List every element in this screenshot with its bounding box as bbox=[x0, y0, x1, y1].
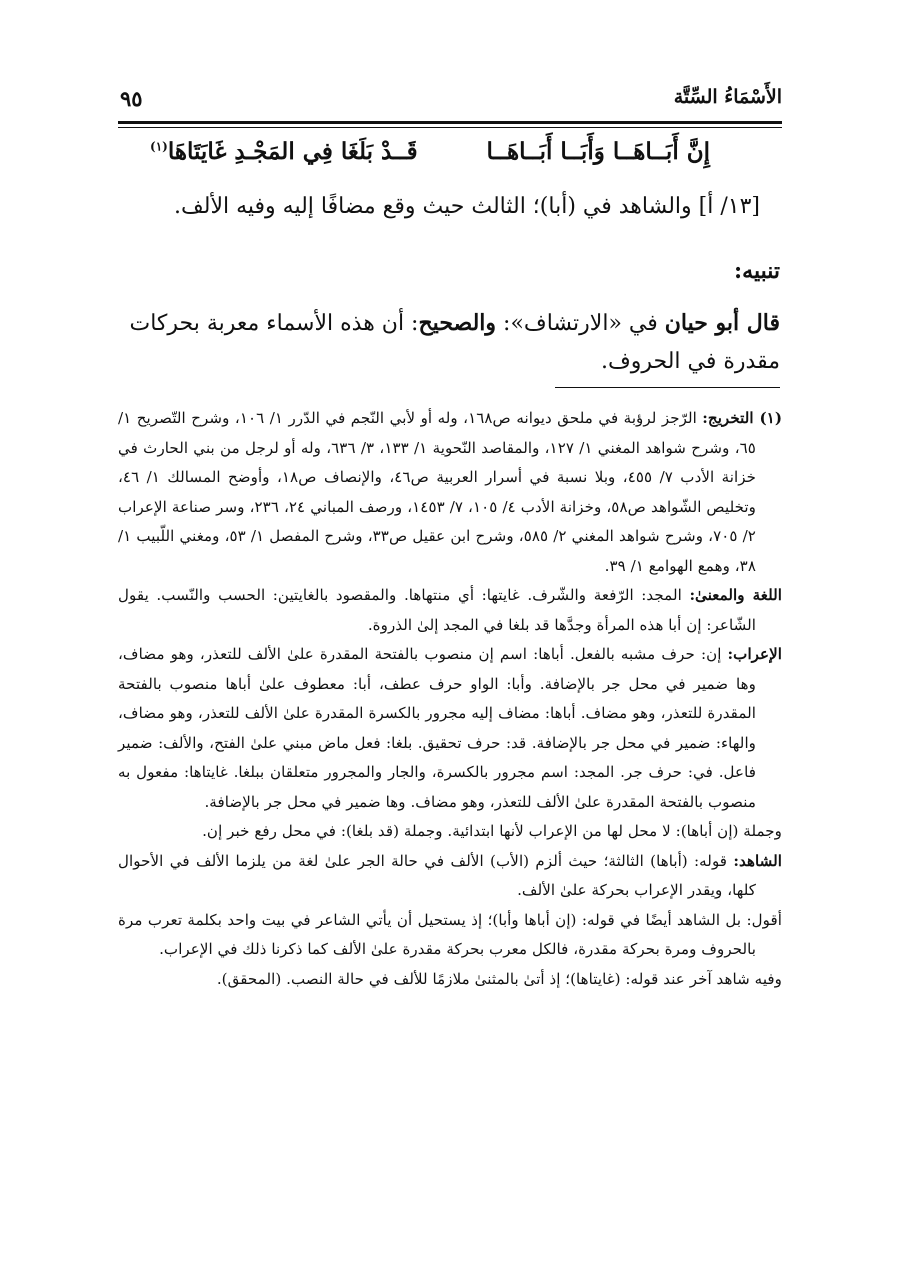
footnote-takhrij bbox=[118, 404, 782, 581]
body-paragraph bbox=[120, 304, 780, 381]
header-rule-thick bbox=[118, 121, 782, 124]
footnote-lugha-text: المجد: الرّفعة والشّرف. غايتها: أي منتهاها. والمقصود بالغايتين: الحسب والنّسب. يقول الشّاعر: إن أبا هذه المرأة وجدَّها قد بلغا في المجد إلىٰ الذروة. bbox=[118, 586, 756, 634]
notice-heading: تنبيه: bbox=[734, 258, 780, 284]
footnote-lugha-label: اللغة والمعنىٰ: bbox=[689, 586, 782, 604]
footnotes-section bbox=[118, 404, 782, 994]
footnote-aqul: أقول: بل الشاهد أيضًا في قوله: (إن أباها وأبا)؛ إذ يستحيل أن يأتي الشاعر في بيت واحد بكلمة تعرب مرة بالحروف ومرة بحركة مقدرة، فالكل معرب بحركة مقدرة علىٰ الألف كما ذكرنا ذلك في الإعراب. bbox=[118, 910, 782, 958]
para-bold-2: والصحيح bbox=[418, 310, 497, 336]
footnote-takhrij-text: الرّجز لرؤبة في ملحق ديوانه ص١٦٨، وله أو لأبي النّجم في الدّرر ١/ ١٠٦، وشرح التّصريح ١/ ٦٥، وشرح شواهد المغني ١/ ١٢٧، والمقاصد النّحوية ١/ ١٣٣، ٣/ ٦٣٦، وله أو لرجل من بني الحارث في خزانة الأدب ٧/ ٤٥٥، وبلا نسبة في أسرار العربية ص٤٦، والإنصاف ص١٨، وأوضح المسالك ١/ ٤٦، وتخليص الشّواهد ص٥٨، وخزانة الأدب ٤/ ١٠٥، ٧/ ١٤٥٣، ورصف المباني ٢٤، ٢٣٦، وسر صناعة الإعراب ٢/ ٧٠٥، وشرح شواهد المغني ٢/ ٥٨٥، وشرح ابن عقيل ص٣٣، وشرح المفصل ١/ ٥٣، ومغني اللّبيب ١/ ٣٨، وهمع الهوامع ١/ ٣٩. bbox=[118, 409, 756, 575]
footnote-shahid bbox=[118, 847, 782, 906]
footnote-shahid-text: قوله: (أباها) الثالثة؛ حيث ألزم (الأب) الألف في حالة الجر علىٰ لغة من يلزما الألف في الأحوال كلها، ويقدر الإعراب بحركة علىٰ الألف. bbox=[118, 851, 756, 899]
footnote-irab-text: إن: حرف مشبه بالفعل. أباها: اسم إن منصوب بالفتحة المقدرة علىٰ الألف للتعذر، وهو مضاف، وها ضمير في محل جر بالإضافة. وأبا: الواو حرف عطف، أبا: معطوف علىٰ أباها منصوب بالفتحة المقدرة للتعذر، وهو مضاف. أباها: مضاف إليه مجرور بالكسرة المقدرة علىٰ الألف للتعذر، وهو مضاف، والهاء: ضمير في محل جر بالإضافة. قد: حرف تحقيق. بلغا: فعل ماض مبني علىٰ الفتح، والألف: ضمير فاعل. في: حرف جر. المجد: اسم مجرور بالكسرة، والجار والمجرور متعلقان ببلغا. غايتاها: مفعول به منصوب بالفتحة المقدرة علىٰ الألف للتعذر، وهو مضاف. وها ضمير في محل جر بالإضافة. bbox=[118, 645, 756, 811]
running-title: الأَسْمَاءُ السِّتَّة bbox=[673, 86, 782, 108]
para-text-1: في «الارتشاف»: bbox=[496, 311, 665, 336]
footnote-irab bbox=[118, 640, 782, 817]
para-text-2: : أن هذه الأسماء معربة بحركات مقدرة في الحروف. bbox=[129, 311, 780, 374]
verse-second-hemistich-text: قَــدْ بَلَغَا فِي المَجْـدِ غَايَتَاهَا bbox=[167, 138, 418, 165]
footnote-irab-label: الإعراب: bbox=[727, 645, 782, 663]
poetry-verse bbox=[150, 138, 710, 178]
footnote-last: وفيه شاهد آخر عند قوله: (غايتاها)؛ إذ أتىٰ بالمثنىٰ ملازمًا للألف في حالة النصب. (المحقق). bbox=[216, 969, 782, 988]
footnote-takhrij-label: (١) التخريج: bbox=[702, 409, 783, 427]
footnote-separator bbox=[555, 387, 780, 388]
verse-first-hemistich: إِنَّ أَبَــاهَــا وَأَبَــا أَبَــاهَــا bbox=[486, 138, 710, 165]
page-number: ٩٥ bbox=[120, 86, 143, 111]
footnote-marker: (١) bbox=[150, 139, 168, 154]
verse-second-hemistich bbox=[150, 138, 418, 165]
page-header bbox=[120, 84, 782, 118]
body-line-witness: [١٣/ أ] والشاهد في (أبا)؛ الثالث حيث وقع مضافًا إليه وفيه الألف. bbox=[173, 194, 760, 219]
header-rule-thin bbox=[118, 127, 782, 128]
footnote-shahid-label: الشاهد: bbox=[733, 851, 783, 870]
footnote-jumla: وجملة (إن أباها): لا محل لها من الإعراب لأنها ابتدائية. وجملة (قد بلغا): في محل رفع خبر إن. bbox=[202, 822, 782, 840]
footnote-lugha bbox=[118, 581, 782, 640]
para-bold-1: قال أبو حيان bbox=[664, 310, 780, 336]
